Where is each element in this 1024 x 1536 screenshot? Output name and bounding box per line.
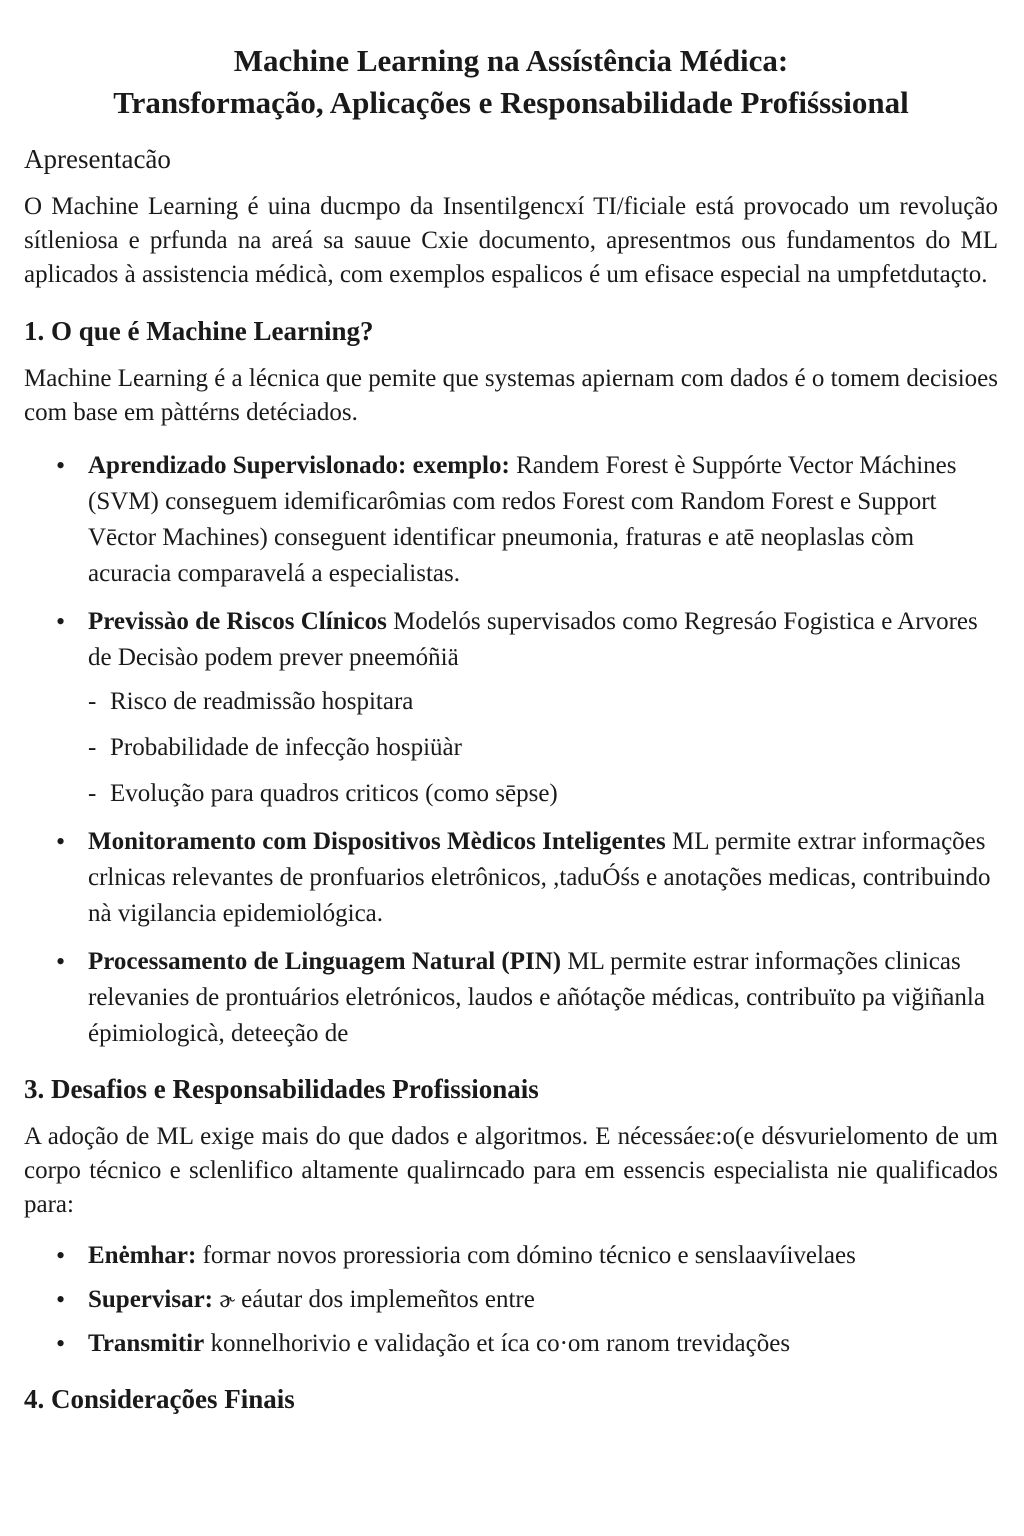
list-item xyxy=(88,448,998,592)
section-3-list xyxy=(24,1238,998,1362)
list-item xyxy=(88,824,998,932)
section-3-heading: 3. Desafios e Responsabilidades Profissionais xyxy=(24,1074,539,1104)
item-text: Modelós supervisados como Regresáo Fogistica e Arvores de Decisào podem prever pneemóñiä xyxy=(88,608,978,671)
item-lead: Processamento de Linguagem Natural (PIN) xyxy=(88,948,562,975)
item-lead: Supervisar: xyxy=(88,1286,213,1313)
title-line-2: Transformação, Aplicações e Responsabilidade Profiśssional xyxy=(113,85,909,120)
item-text: Randem Forest è Suppórte Vector Máchines (SVM) conseguem idemificarômias com redos Forest com Random Forest e Support Vēctor Machines) conseguent identificar pneumonia, fraturas e atē neoplaslas còm acuracia comparavelá a especialistas. xyxy=(88,452,957,587)
item-text: formar novos proressioria com dómino técnico e senslaavíivelaes xyxy=(196,1242,856,1269)
section-3-intro: A adoção de ML exige mais do que dados e algoritmos. E nécessáeɛ:o(e désvurielomento de um corpo técnico e sclenlifico altamente qualirncado para em essencis especialista nie qualificados para: xyxy=(24,1123,998,1218)
item-lead: Monitoramento com Dispositivos Mèdicos Inteligentes xyxy=(88,828,666,855)
item-text: ML permite extrar informações crlnicas relevantes de pronfuarios eletrônicos, ,taduÓśs e anotações medicas, contribuindo nà vigilancia epidemiológica. xyxy=(88,828,991,927)
item-text: ML permite estrar informações clinicas relevanies de prontuários eletrónicos, laudos e añótaçõe médicas, contribuïto pa viğiñanla épimiologicà, deteeção de xyxy=(88,948,985,1047)
apresentacao-paragraph: O Machine Learning é uina ducmpo da Insentilgencxí TI/ficiale está provocado um revolução sítleniosa e prfunda na areá sa sauue Cxie documento, apresentmos ous fundamentos do ML aplicados à assistencia médicà, com exemplos espalicos é um efisace especial na umpfetdutaçto. xyxy=(24,193,998,288)
sub-list-item: - Probabilidade de infecção hospiüàr xyxy=(88,730,998,766)
item-lead: Previssào de Riscos Clínicos xyxy=(88,608,387,635)
sub-list-item: - Evolução para quadros criticos (como sēpse) xyxy=(88,776,998,812)
section-1-list xyxy=(24,448,998,1052)
list-item xyxy=(88,604,998,812)
item-text: konnelhorivio e validação et íca co·om ranom trevidações xyxy=(204,1330,791,1357)
list-item xyxy=(88,1326,998,1362)
section-1-intro: Machine Learning é a lécnica que pemite que systemas apiernam com dados é o tomem decisioes com base em pàttérns detéciados. xyxy=(24,365,998,426)
item-lead: Transmitir xyxy=(88,1330,205,1357)
document-title xyxy=(24,40,998,124)
section-4-heading: 4. Considerações Finais xyxy=(24,1384,295,1414)
section-1-heading: 1. O que é Machine Learning? xyxy=(24,316,374,346)
title-line-1: Machine Learning na Assístência Médica: xyxy=(233,43,789,78)
list-item xyxy=(88,1282,998,1318)
list-item xyxy=(88,944,998,1052)
sub-list xyxy=(88,684,998,812)
list-item xyxy=(88,1238,998,1274)
sub-list-item: - Risco de readmissão hospitara xyxy=(88,684,998,720)
item-lead: Enėmhar: xyxy=(88,1242,197,1269)
apresentacao-heading: Apresentacão xyxy=(24,144,171,174)
item-lead: Aprendizado Supervislonado: exemplo: xyxy=(88,452,510,479)
item-text: ɚ eáutar dos implemeñtos entre xyxy=(213,1286,535,1313)
